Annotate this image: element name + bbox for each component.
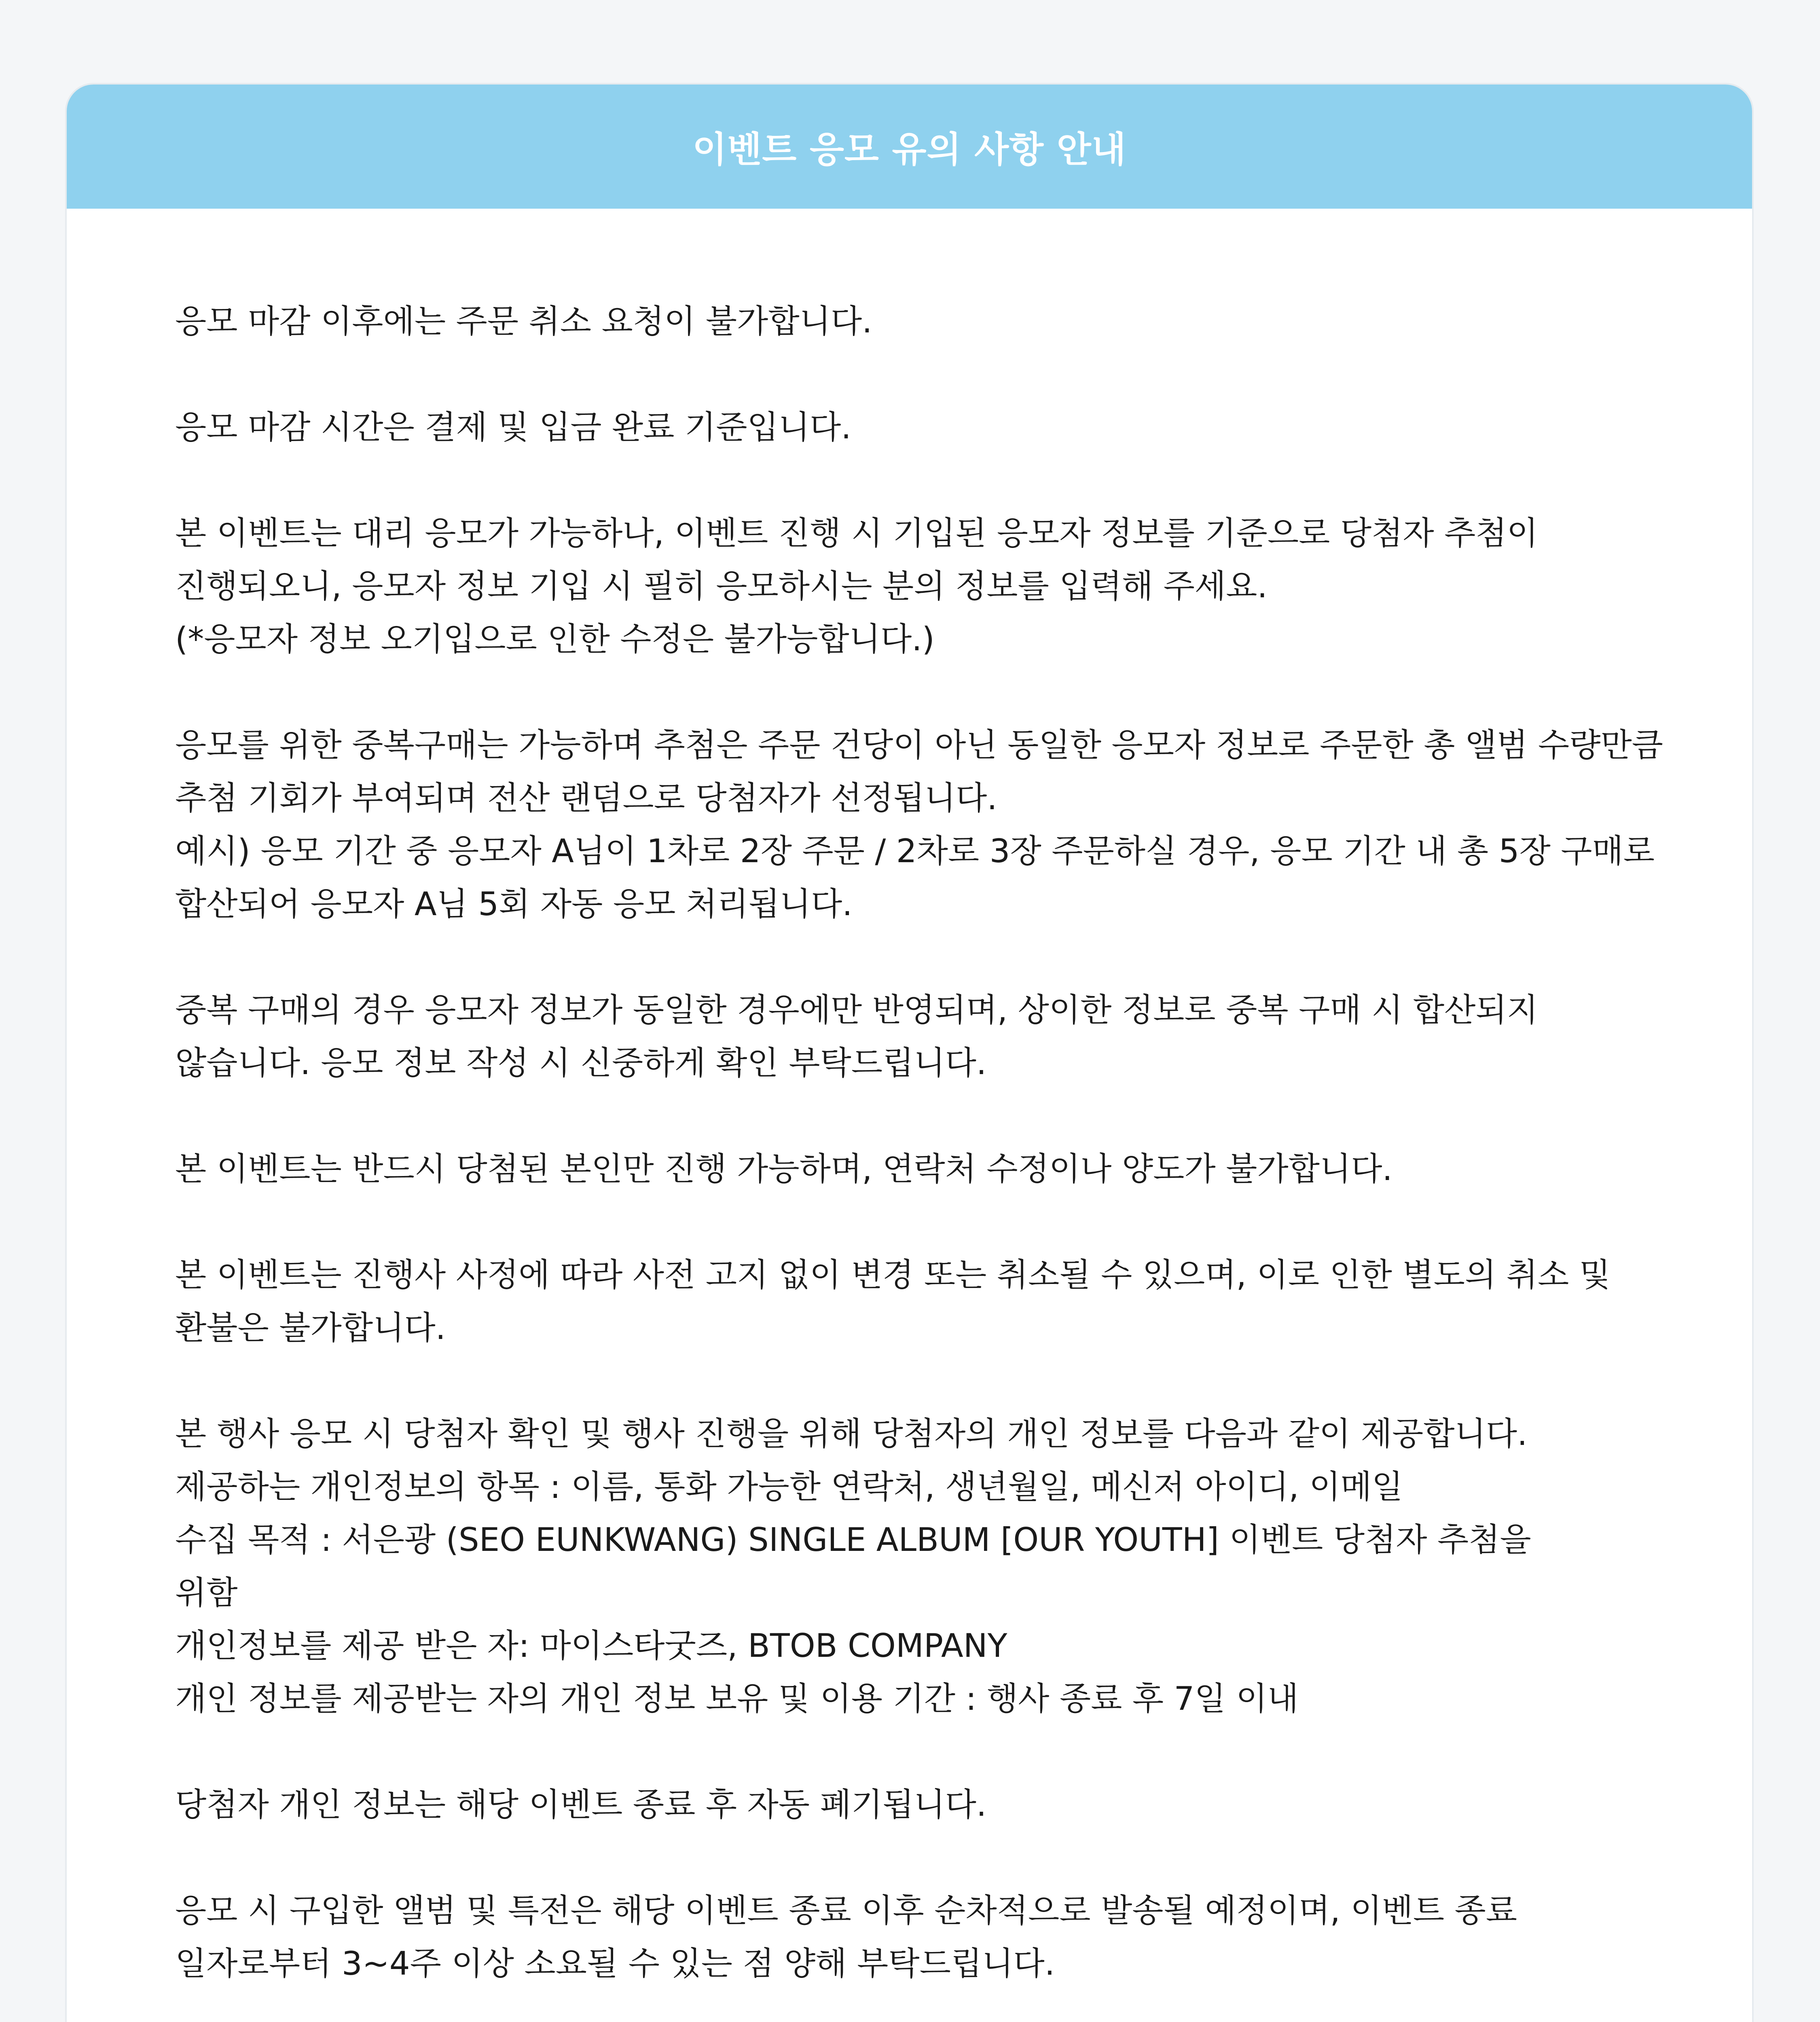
notice-line: 개인정보를 제공 받은 자: 마이스타굿즈, BTOB COMPANY <box>175 1627 1007 1665</box>
notice-line: 중복 구매의 경우 응모자 정보가 동일한 경우에만 반영되며, 상이한 정보로 중복 구매 시 합산되지 <box>175 991 1538 1029</box>
notice-paragraph <box>175 984 1671 1089</box>
notice-line: 예시) 응모 기간 중 응모자 A님이 1차로 2장 주문 / 2차로 3장 주문하실 경우, 응모 기간 내 총 5장 구매로 <box>175 832 1655 870</box>
notice-line: 위함 <box>175 1574 238 1612</box>
notice-paragraph <box>175 1884 1671 1990</box>
notice-line: 본 행사 응모 시 당첨자 확인 및 행사 진행을 위해 당첨자의 개인 정보를 다음과 같이 제공합니다. <box>175 1415 1528 1453</box>
notice-line: 본 이벤트는 대리 응모가 가능하나, 이벤트 진행 시 기입된 응모자 정보를 기준으로 당첨자 추첨이 <box>175 514 1538 552</box>
notice-line: 않습니다. 응모 정보 작성 시 신중하게 확인 부탁드립니다. <box>175 1044 987 1082</box>
notice-paragraph <box>175 1407 1671 1725</box>
notice-line: (*응모자 정보 오기입으로 인한 수정은 불가능합니다.) <box>175 620 935 658</box>
notice-line: 응모 시 구입한 앨범 및 특전은 해당 이벤트 종료 이후 순차적으로 발송될 예정이며, 이벤트 종료 <box>175 1892 1517 1929</box>
notice-paragraph <box>175 1142 1671 1195</box>
section-header <box>67 85 1752 209</box>
notice-line: 일자로부터 3~4주 이상 소요될 수 있는 점 양해 부탁드립니다. <box>175 1945 1055 1982</box>
notice-line: 환불은 불가합니다. <box>175 1309 446 1347</box>
notice-line: 당첨자 개인 정보는 해당 이벤트 종료 후 자동 폐기됩니다. <box>175 1786 987 1823</box>
notice-paragraph <box>175 507 1671 666</box>
notice-line: 추첨 기회가 부여되며 전산 랜덤으로 당첨자가 선정됩니다. <box>175 779 997 817</box>
notice-line: 수집 목적 : 서은광 (SEO EUNKWANG) SINGLE ALBUM [OUR YOUTH] 이벤트 당첨자 추첨을 <box>175 1521 1531 1559</box>
notice-line: 본 이벤트는 진행사 사정에 따라 사전 고지 없이 변경 또는 취소될 수 있으며, 이로 인한 별도의 취소 및 <box>175 1256 1610 1294</box>
notice-paragraph <box>175 1778 1671 1831</box>
notice-line: 본 이벤트는 반드시 당첨된 본인만 진행 가능하며, 연락처 수정이나 양도가 불가합니다. <box>175 1150 1393 1188</box>
event-notice-card <box>65 83 1754 2022</box>
notice-paragraph <box>175 1248 1671 1354</box>
notice-line: 응모 마감 이후에는 주문 취소 요청이 불가합니다. <box>175 302 872 340</box>
notice-line: 개인 정보를 제공받는 자의 개인 정보 보유 및 이용 기간 : 행사 종료 후 7일 이내 <box>175 1680 1299 1717</box>
notice-line: 진행되오니, 응모자 정보 기입 시 필히 응모하시는 분의 정보를 입력해 주세요. <box>175 567 1268 605</box>
notice-line: 합산되어 응모자 A님 5회 자동 응모 처리됩니다. <box>175 885 853 923</box>
notice-paragraph <box>175 719 1671 931</box>
section-body <box>67 209 1752 1990</box>
notice-paragraph <box>175 401 1671 454</box>
notice-line: 제공하는 개인정보의 항목 : 이름, 통화 가능한 연락처, 생년월일, 메신저 아이디, 이메일 <box>175 1468 1403 1506</box>
section-title: 이벤트 응모 유의 사항 안내 <box>692 128 1126 170</box>
notice-paragraph <box>175 295 1671 348</box>
notice-line: 응모를 위한 중복구매는 가능하며 추첨은 주문 건당이 아닌 동일한 응모자 정보로 주문한 총 앨범 수량만큼 <box>175 726 1663 764</box>
notice-line: 응모 마감 시간은 결제 및 입금 완료 기준입니다. <box>175 408 851 446</box>
